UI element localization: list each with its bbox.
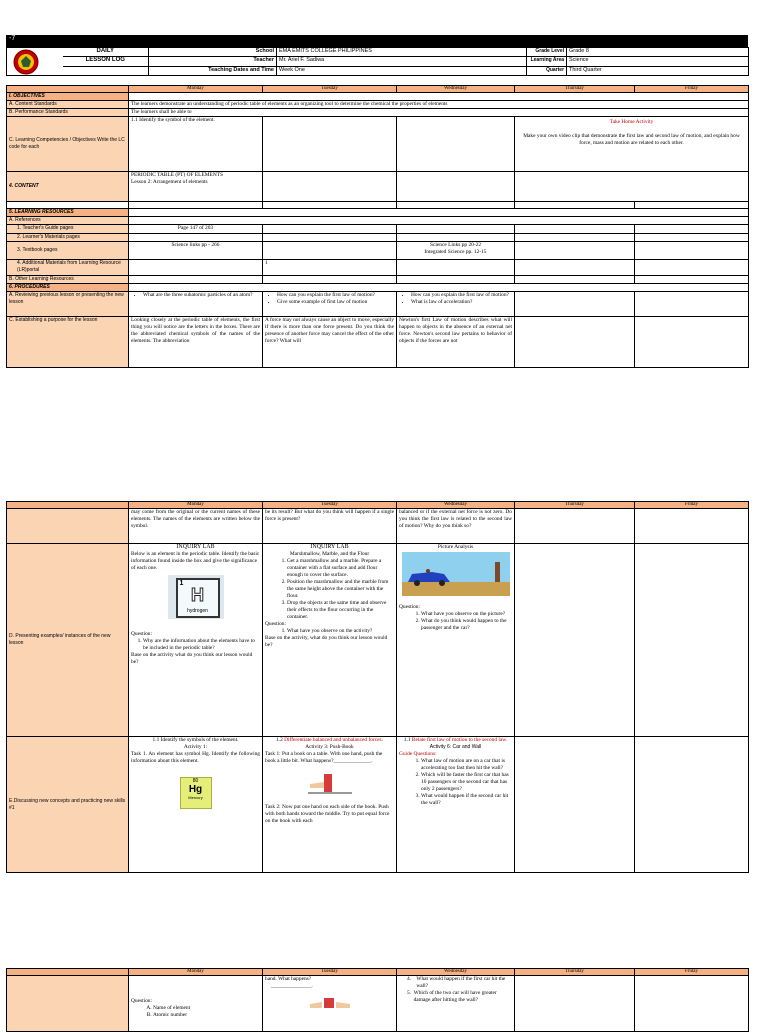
review-tuesday-item-1: • How can you explain the first law of motion? — [277, 292, 394, 299]
additional-materials-tuesday: 1 — [263, 260, 397, 276]
guide-questions-label: Guide Questions: — [399, 751, 437, 757]
school-seal-icon — [11, 49, 41, 75]
lesson-table-2 — [6, 501, 749, 873]
teacher-value: Mr. Ariel F. Sadiwa — [277, 57, 527, 66]
content-monday-lesson: Lesson 2: Arrangement of elements — [131, 179, 208, 185]
purpose-monday-continued: may come from the original or the current names of these elements. The names of the elements are written below the symbol. — [129, 509, 263, 544]
competencies-label: C. Learning Competencies / Objectives Write the LC code for each — [7, 117, 129, 172]
page3-monday-item-b: B. Atomic number — [153, 1012, 260, 1019]
hydrogen-name: hydrogen — [187, 608, 208, 614]
push-book-picture — [308, 770, 352, 796]
textbook-wednesday-2: Integrated Science pp. 12-15 — [424, 249, 487, 255]
take-home-text: Make your own video clip that demonstrate the first law and second law of motion, and explain how force, mass and motion are related to each other. — [523, 133, 740, 146]
quarter-label: Quarter — [527, 66, 567, 75]
p3-day-friday: Friday — [635, 969, 749, 976]
school-label: School — [149, 48, 277, 57]
hydrogen-tile — [176, 578, 220, 618]
objectives-heading: I. OBJECTIVES — [7, 93, 129, 101]
wednesday-e-activity: Activity 6: Car and Wall — [429, 744, 482, 750]
procedures-heading: 6. PROCEDURES — [7, 284, 129, 292]
day-friday: Friday — [635, 86, 749, 93]
mercury-number: 80 — [192, 778, 199, 784]
page-top-bar — [6, 35, 748, 47]
presenting-wednesday — [397, 544, 515, 737]
monday-inquiry-lab-title: INQUIRY LAB — [176, 544, 215, 550]
monday-e-task: Task 1. An element has symbol Hg. Identify the following information about this element. — [131, 751, 260, 764]
additional-materials-label: 4. Additional Materials from Learning Resource (LR)portal — [7, 260, 129, 276]
discussing-wednesday — [397, 737, 515, 873]
content-monday-title: PERIODIC TABLE (PT) OF ELEMENTS — [131, 172, 224, 178]
page3-tuesday-blank: _______________. — [271, 983, 313, 989]
area-value: Science — [567, 57, 749, 66]
purpose-tuesday: A force may not always cause an object to move, especially if there is more than one force present. Do you think the presence of another force may cancel the effect of the other force? What will — [263, 317, 397, 368]
wednesday-guide-question-2: 2. Which will be faster the first car that has 10 passengers or the second car that has only 2 passengers? — [421, 772, 512, 793]
p3-day-thursday: Thursday — [515, 969, 635, 976]
dates-value: Week One — [277, 66, 527, 75]
p2-day-friday: Friday — [635, 502, 749, 509]
content-heading: 4. CONTENT — [7, 172, 129, 202]
textbook-label: 3. Textbook pages — [7, 242, 129, 260]
day-wednesday: Wednesday — [397, 86, 515, 93]
wednesday-guide-question-1: 1. What law of motion are on a car that is accelerating too fast then hit the wall? — [421, 758, 512, 772]
page3-wednesday-item-4: What would happen if the first car hit the wall? — [416, 976, 506, 989]
page3-wednesday-num-5: 5. — [407, 990, 412, 996]
page-3 — [6, 968, 748, 1032]
content-standards-label: A. Content Standards — [7, 101, 129, 109]
school-value: EMA EMITS COLLEGE PHILIPPINES — [277, 48, 527, 57]
p2-day-wednesday: Wednesday — [397, 502, 515, 509]
lesson-table-1 — [6, 85, 749, 368]
monday-question-label: Question: — [131, 631, 152, 637]
picture-analysis-title: Picture Analysis — [437, 544, 474, 550]
page-corner-label: -7 — [9, 35, 16, 42]
page3-monday — [129, 976, 263, 1032]
page3-monday-item-a: A. Name of element — [153, 1005, 260, 1012]
review-label: A. Reviewing previous lesson or presenting the new lesson — [7, 292, 129, 317]
tuesday-step-2: 2. Position the marshmallow and the marble from the same height above the container with the flour. — [287, 579, 394, 600]
content-standards-text: The learners demonstrate an understanding of periodic table of elements as an organizing tool to determine the chemical the properties of elements — [129, 101, 749, 109]
tuesday-based-on-activity: Base on the activity, what do you think our lesson would be? — [265, 635, 388, 648]
page3-tuesday-text: hand. What happens? — [265, 976, 312, 982]
monday-question-1: 1. Why are the information about the elements have to be included in the periodic table? — [143, 638, 260, 652]
dates-label: Teaching Dates and Time — [149, 66, 277, 75]
school-logo-cell — [7, 48, 63, 76]
grade-value: Grade 8 — [567, 48, 749, 57]
tuesday-e-activity: Activity 3: Push-Book — [305, 744, 354, 750]
hydrogen-element-image — [168, 575, 224, 619]
tuesday-e-task-1: Task 1: Put a book on a table. With one hand, push the book a little bit. What happens?______________. — [265, 751, 383, 764]
title-lesson-log: LESSON LOG — [63, 57, 149, 66]
mercury-name: Mercury — [188, 795, 203, 800]
other-resources-label: B. Other Learning Resources — [7, 276, 129, 284]
tuesday-e-task-2: Task 2: Now put one hand on each side of the book. Push with both hands toward the middle. Try to put equal force on the book with each — [265, 804, 390, 824]
wednesday-question-2: 2. What do you think would happen to the passenger and the car? — [421, 618, 512, 632]
car-wall-picture — [402, 552, 510, 596]
tuesday-step-3: 3. Drop the objects at the same time and observe their effects to the flour occurring in the container. — [287, 600, 394, 621]
tuesday-inquiry-lab-subtitle: Marshmallow, Marble, and the Flour — [289, 551, 370, 557]
page-1 — [6, 35, 748, 368]
quarter-value: Third Quarter — [567, 66, 749, 75]
p3-day-monday: Monday — [129, 969, 263, 976]
page3-monday-question: Question: — [131, 998, 152, 1004]
purpose-tuesday-continued: be its result? But what do you think will happen if a single force is present? — [263, 509, 397, 544]
performance-standards-label: B. Performance Standards — [7, 109, 129, 117]
tuesday-inquiry-lab-title: INQUIRY LAB — [310, 544, 349, 550]
monday-e-activity: Activity 1: — [183, 744, 208, 750]
learners-materials-label: 2. Learner's Materials pages — [7, 234, 129, 242]
tuesday-step-1: 1. Get a marshmallow and a marble. Prepare a container with a flat surface and add flour enough to cover the surface. — [287, 558, 394, 579]
monday-based-on-activity: Base on the activity what do you think our lesson would be? — [131, 652, 253, 665]
tuesday-e-objective: Differentiate balanced and unbalanced forces. — [284, 737, 383, 743]
mercury-tile — [180, 777, 212, 809]
presenting-monday — [129, 544, 263, 737]
p2-day-tuesday: Tuesday — [263, 502, 397, 509]
page3-wednesday — [397, 976, 515, 1032]
p2-day-monday: Monday — [129, 502, 263, 509]
wednesday-e-objective: Relate first law of motion to the second law. — [411, 737, 508, 743]
textbook-wednesday-1: Science Links pp 20-22 — [429, 242, 482, 248]
page3-tuesday — [263, 976, 397, 1032]
monday-e-heading: 1.1 Identify the symbols of the element. — [152, 737, 239, 743]
performance-standards-text: The learners shall be able to — [129, 109, 749, 117]
page3-wednesday-item-5: Which of the two car will have greater damage after hitting the wall? — [413, 990, 497, 1003]
day-thursday: Thursday — [515, 86, 635, 93]
review-wednesday-item-1: • How can you explain the first law of motion? — [411, 292, 512, 299]
day-tuesday: Tuesday — [263, 86, 397, 93]
hydrogen-number: 1 — [179, 580, 184, 587]
review-wednesday-item-2: • What is law of acceleration? — [411, 299, 512, 306]
take-home-title: Take Home Activity — [609, 119, 654, 125]
tuesday-question-label: Question: — [265, 621, 286, 627]
wednesday-question-label: Question: — [399, 604, 420, 610]
textbook-monday: Science links pp - 266 — [129, 242, 263, 260]
day-monday: Monday — [129, 86, 263, 93]
purpose-wednesday-continued: balanced or if the external net force is not zero. Do you think the first law is related to the second law of motion? Why do you think so? — [397, 509, 515, 544]
tuesday-e-heading: 1.2 — [276, 737, 283, 743]
lesson-table-3 — [6, 968, 749, 1032]
page-2 — [6, 501, 748, 873]
teacher-label: Teacher — [149, 57, 277, 66]
header-table — [6, 47, 749, 76]
wednesday-question-1: 1. What have you observe on the picture? — [421, 611, 512, 618]
page3-wednesday-num-4: 4. — [407, 976, 412, 982]
discussing-monday — [129, 737, 263, 873]
wednesday-guide-question-3: 3. What would happen if the second car hit the wall? — [421, 793, 512, 807]
hydrogen-symbol: H — [191, 585, 204, 605]
discussing-tuesday — [263, 737, 397, 873]
review-monday-item: • What are the three subatomic particles of an atom? — [143, 292, 260, 299]
presenting-label: D. Presenting examples/ instances of the new lesson — [7, 544, 129, 737]
presenting-tuesday — [263, 544, 397, 737]
purpose-wednesday: Newton's first Law of motion describes what will happen to objects in the absence of an external net force. Newton's second law pertains to behavior of objects if the forces are not — [397, 317, 515, 368]
grade-label: Grade Level — [527, 48, 567, 57]
title-daily: DAILY — [63, 48, 149, 57]
push-book-picture-2 — [308, 994, 352, 1010]
tuesday-question-1: 1. What have you observe on the activity? — [287, 628, 394, 635]
discussing-label: E.Discussing new concepts and practicing new skills #1 — [7, 737, 129, 873]
resources-heading: 5. LEARNING RESOURCES — [7, 209, 129, 217]
p3-day-wednesday: Wednesday — [397, 969, 515, 976]
teachers-guide-label: 1. Teacher's Guide pages — [7, 225, 129, 234]
purpose-label: C. Establishing a purpose for the lesson — [7, 317, 129, 368]
purpose-monday: Looking closely at the periodic table of elements, the first thing you will notice are the letters in the boxes. There are the abbreviated chemical symbols of the names of the elements. The abbreviation — [129, 317, 263, 368]
references-label: A. References — [7, 217, 129, 225]
wednesday-e-heading: 1.1 — [403, 737, 411, 743]
p2-day-thursday: Thursday — [515, 502, 635, 509]
competency-monday: 1.1 Identify the symbol of the element. — [129, 117, 263, 172]
monday-inquiry-lab-text: Below is an element in the periodic table. Identify the basic information found inside the box and give the significance of each one. — [131, 551, 260, 571]
mercury-symbol: Hg — [188, 784, 203, 795]
teachers-guide-monday: Page 147 of 203 — [129, 225, 263, 234]
area-label: Learning Area — [527, 57, 567, 66]
review-tuesday-item-2: • Give some example of first law of motion — [277, 299, 394, 306]
take-home-activity — [515, 117, 749, 172]
p3-day-tuesday: Tuesday — [263, 969, 397, 976]
